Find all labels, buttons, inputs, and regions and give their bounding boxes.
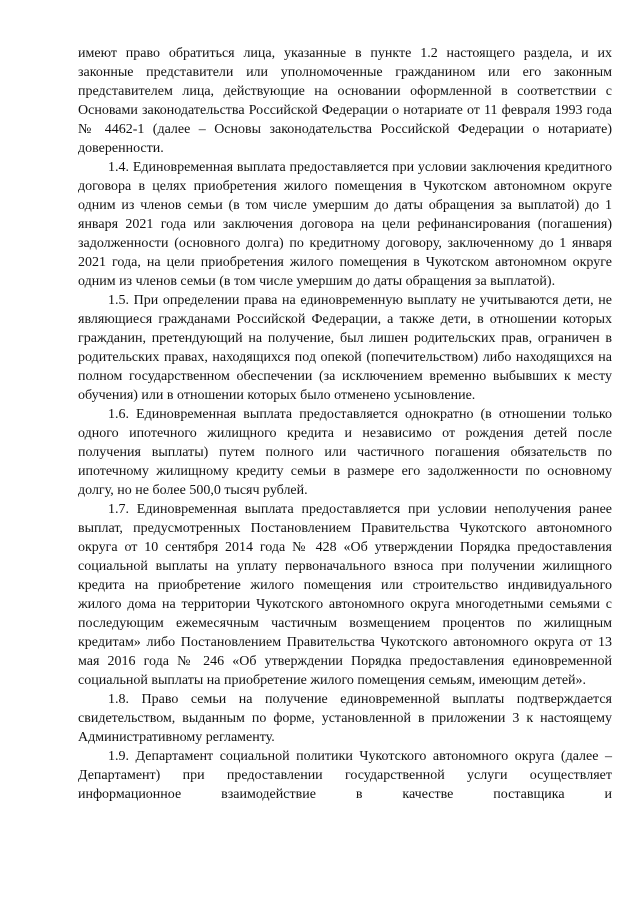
paragraph-1-6: 1.6. Единовременная выплата предоставляется однократно (в отношении только одного ипотечного жилищного кредита и независимо от рождения детей после получения выплаты) путем полного или частичного погашения обязательств по ипотечному жилищному кредиту семьи в размере его задолженности по основному долгу, но не более 500,0 тысяч рублей.	[78, 407, 612, 498]
paragraph-1-8: 1.8. Право семьи на получение единовременной выплаты подтверждается свидетельством, выданным по форме, установленной в приложении 3 к настоящему Административному регламенту.	[78, 692, 612, 745]
paragraph-1-5: 1.5. При определении права на единовременную выплату не учитываются дети, не являющиеся гражданами Российской Федерации, а также дети, в отношении которых гражданин, претендующий на получение, был лишен родительских прав, ограничен в родительских правах, находящихся под опекой (попечительством) либо находящихся на полном государственном обеспечении (за исключением временно выбывших к месту обучения) или в отношении которых было отменено усыновление.	[78, 293, 612, 403]
paragraph-1-7: 1.7. Единовременная выплата предоставляется при условии неполучения ранее выплат, предусмотренных Постановлением Правительства Чукотского автономного округа от 10 сентября 2014 года № 428 «Об утверждении Порядка предоставления социальной выплаты на уплату первоначального взноса при получении жилищного кредита на приобретение жилого помещения или строительство индивидуального жилого дома на территории Чукотского автономного округа многодетными семьями с последующим ежемесячным частичным возмещением процентов по жилищным кредитам» либо Постановлением Правительства Чукотского автономного округа от 13 мая 2016 года № 246 «Об утверждении Порядка предоставления единовременной социальной выплаты на приобретение жилого помещения семьям, имеющим детей».	[78, 502, 612, 688]
paragraph-1-4: 1.4. Единовременная выплата предоставляется при условии заключения кредитного договора в целях приобретения жилого помещения в Чукотском автономном округе одним из членов семьи (в том числе умершим до даты обращения за выплатой) до 1 января 2021 года или заключения договора на цели рефинансирования (погашения) задолженности (основного долга) по кредитному договору, заключенному до 1 января 2021 года, на цели приобретения жилого помещения в Чукотском автономном округе одним из членов семьи (в том числе умершим до даты обращения за выплатой).	[78, 160, 612, 289]
paragraph-1-9: 1.9. Департамент социальной политики Чукотского автономного округа (далее – Департамент) при предоставлении государственной услуги осуществляет информационное взаимодействие в качестве поставщика и	[78, 749, 612, 802]
paragraph-continuation: имеют право обратиться лица, указанные в пункте 1.2 настоящего раздела, и их законные представители или уполномоченные гражданином или его законным представителем лица, действующие на основании оформленной в соответствии с Основами законодательства Российской Федерации о нотариате от 11 февраля 1993 года № 4462-1 (далее – Основы законодательства Российской Федерации о нотариате) доверенности.	[78, 46, 612, 156]
